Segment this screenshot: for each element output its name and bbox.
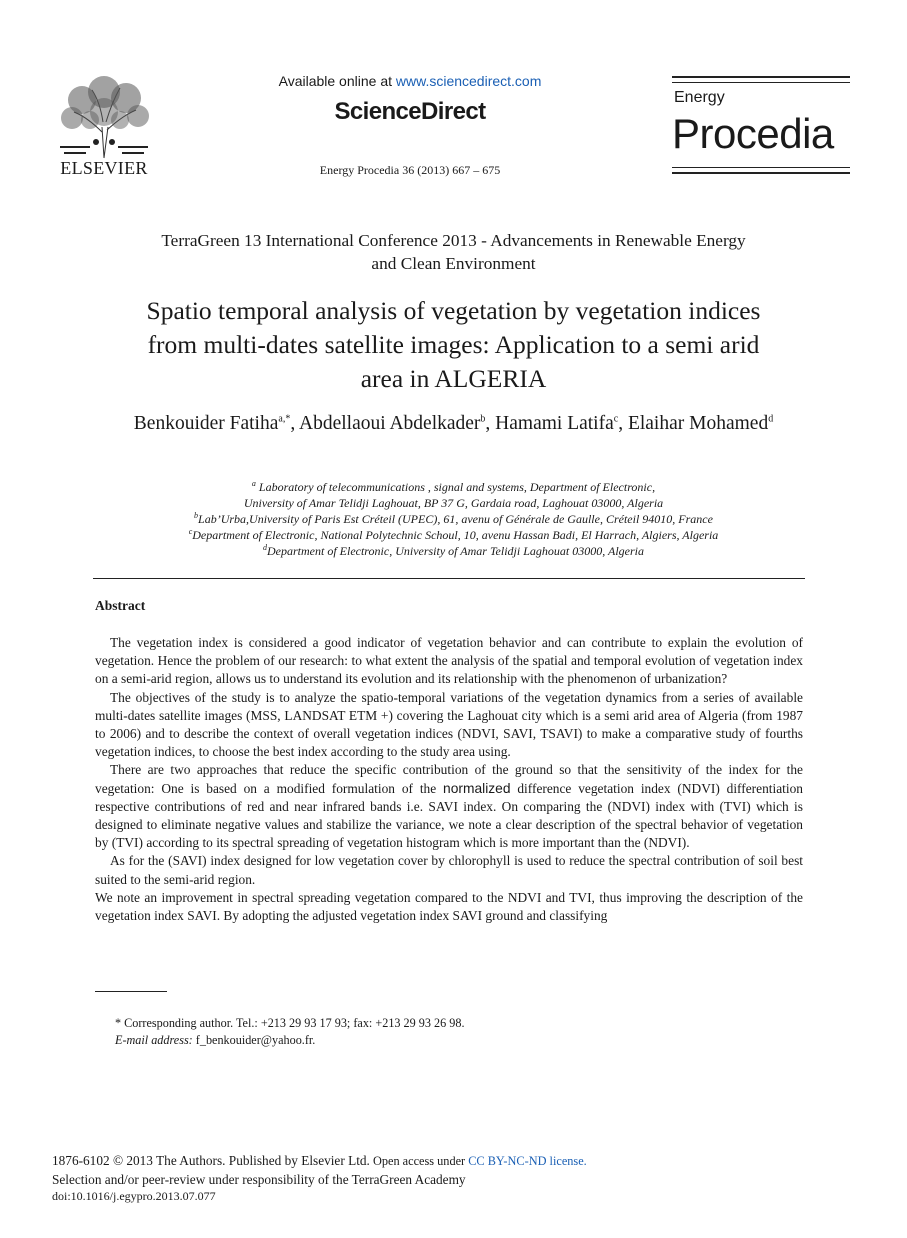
doi-line: doi:10.1016/j.egypro.2013.07.077 [52, 1189, 216, 1203]
conference-line-2: and Clean Environment [371, 254, 536, 273]
email-line: E-mail address: f_benkouider@yahoo.fr. [115, 1033, 316, 1047]
conference-line-1: TerraGreen 13 International Conference 2013 - Advancements in Renewable Energy [161, 231, 746, 250]
logo-rule-top [672, 76, 850, 78]
conference-name [60, 229, 847, 275]
affiliation-b: $^b$Lab’Urba,University of Paris Est Créteil (UPEC), 61, avenu of Générale de Gaulle, Créteil 94010, France [194, 511, 713, 526]
sciencedirect-link[interactable]: www.sciencedirect.com [395, 73, 542, 89]
author-list [110, 411, 797, 437]
abstract-paragraph-5: We note an improvement in spectral spreading vegetation compared to the NDVI and TVI, thus improving the description of the vegetation index SAVI. By adopting the adjusted vegetation index SAVI ground and classifying [95, 889, 803, 924]
logo-rule-top-2 [672, 82, 850, 83]
corresponding-author: * Corresponding author. Tel.: +213 29 93 17 93; fax: +213 29 93 26 98. [115, 1016, 465, 1030]
abstract-paragraph-1: The vegetation index is considered a good indicator of vegetation behavior and can contribute to explain the evolution of vegetation. Hence the problem of our research: to what extent the analysis of the spatial and temporal evolution of vegetation index on a semi-arid region, allows us to understand its evolution and its relationship with the phenomenon of urbanization? [95, 635, 803, 687]
abstract-paragraph-4: As for the (SAVI) index designed for low vegetation cover by chlorophyll is used to reduce the spectral contribution of soil best suited to the semi-arid region. [95, 853, 803, 887]
journal-citation: Energy Procedia 36 (2013) 667 – 675 [319, 163, 501, 177]
paper-title [40, 294, 867, 396]
journal-top-word: Energy [674, 89, 725, 106]
section-divider [93, 578, 805, 579]
abstract-paragraph-2: The objectives of the study is to analyze the spatio-temporal variations of the vegetation dynamics from a series of available multi-dates satellite images (MSS, LANDSAT ETM +) covering the Laghouat city which is a semi arid area of Algeria (from 1987 to 2006) and to describe the context of overall vegetation indices (NDVI, SAVI, TSAVI) to make a comparative study of fourths vegetation indices, to choose the best index according to the study area using. [95, 689, 803, 760]
footnote [115, 1015, 465, 1049]
affiliation-c: $^c$Department of Electronic, National Polytechnic Schoul, 10, avenu Hassan Badi, El Harrach, Algiers, Algeria [188, 527, 719, 542]
journal-main-word: Procedia [672, 110, 834, 157]
elsevier-tree-icon [52, 72, 156, 160]
sciencedirect-wordmark: ScienceDirect [334, 98, 486, 125]
abstract-heading: Abstract [95, 598, 146, 613]
elsevier-logo [52, 72, 156, 180]
author-4: Elaihar Mohamed$^d$ [627, 413, 774, 434]
page-footer [52, 1152, 587, 1206]
title-line-3: area in ALGERIA [360, 364, 547, 393]
available-online [250, 73, 570, 89]
logo-rule-bottom-2 [672, 172, 850, 174]
affiliation-a-line1: $^a$ Laboratory of telecommunications , signal and systems, Department of Electronic, [251, 479, 656, 494]
author-1: Benkouider Fatiha$^{a,*}$, [133, 413, 300, 434]
copyright-line: 1876-6102 © 2013 The Authors. Published by Elsevier Ltd. Open access under CC BY-NC-ND license. [52, 1153, 587, 1168]
affiliation-a-line2: University of Amar Telidji Laghouat, BP 37 G, Gardaia road, Laghouat 03000, Algeria [243, 496, 664, 510]
affiliation-d: $^d$Department of Electronic, University of Amar Telidji Laghouat 03000, Algeria [263, 543, 644, 558]
logo-rule-bottom [672, 167, 850, 168]
footnote-rule [95, 991, 167, 992]
peer-review-line: Selection and/or peer-review under responsibility of the TerraGreen Academy [52, 1171, 466, 1187]
title-line-1: Spatio temporal analysis of vegetation by vegetation indices [146, 296, 761, 325]
title-line-2: from multi-dates satellite images: Application to a semi arid [147, 330, 760, 359]
license-link[interactable]: CC BY-NC-ND license. [468, 1154, 587, 1168]
publisher-name: ELSEVIER [60, 158, 148, 178]
available-prefix: Available online at [278, 73, 396, 89]
author-2: Abdellaoui Abdelkader$^b$, [299, 413, 496, 434]
author-3: Hamami Latifa$^c$, [495, 413, 628, 434]
abstract-paragraph-3: There are two approaches that reduce the specific contribution of the ground so that the sensitivity of the index for the vegetation: One is based on a modified formulation of the normalized difference vegetation index (NDVI) differentiation respective contributions of red and near infrared bands i.e. SAVI index. On comparing the (NDVI) index with (TVI) which is designed to eliminate negative values and stabilize the variance, we note a clear description of the spectral behavior of vegetation by (TVI) according to its spectral spreading of vegetation histogram which is more important than the (NDVI). [95, 762, 803, 851]
abstract-body [95, 634, 803, 925]
energy-procedia-logo [672, 74, 852, 178]
affiliations [60, 479, 847, 559]
